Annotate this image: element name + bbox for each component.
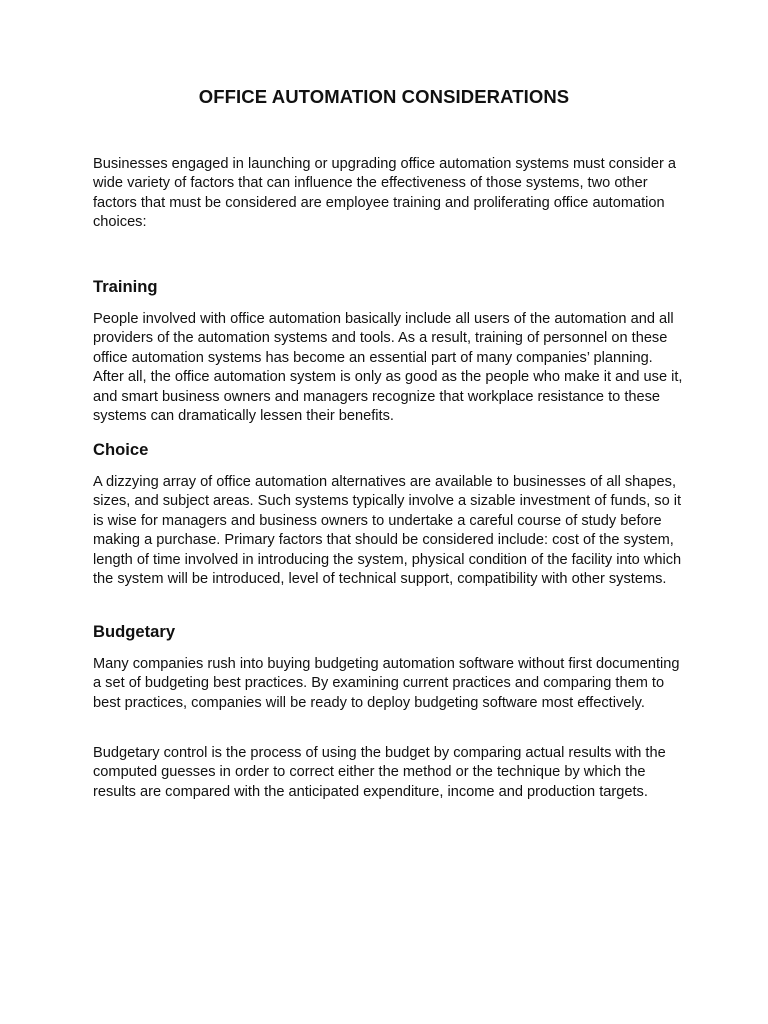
intro-paragraph: Businesses engaged in launching or upgrading office automation systems must consider a wide variety of factors that can influence the effectiveness of those systems, two other factors that must be considered are employee training and proliferating office automation choices: — [93, 156, 677, 231]
training-paragraph: People involved with office automation basically include all users of the automation and all providers of the automation systems and tools. As a result, training of personnel on these office automation systems has become an essential part of many companies’ planning. After all, the office automation system is only as good as the people who make it and use it, and smart business owners and managers recognize that workplace resistance to these systems can dramatically lessen their benefits. — [93, 311, 683, 425]
choice-paragraph: A dizzying array of office automation alternatives are available to businesses of all shapes, sizes, and subject areas. Such systems typically involve a sizable investment of funds, so it is wise for managers and business owners to undertake a careful course of study before making a purchase. Primary factors that should be considered include: cost of the system, length of time involved in introducing the system, physical condition of the facility into which the system will be introduced, level of technical support, compatibility with other systems. — [93, 474, 682, 588]
document-title: OFFICE AUTOMATION CONSIDERATIONS — [198, 86, 570, 107]
choice-heading: Choice — [93, 440, 149, 459]
budgetary-heading: Budgetary — [93, 622, 176, 641]
budgetary-paragraph-1: Many companies rush into buying budgeting automation software without first documenting a set of budgeting best practices. By examining current practices and comparing them to best practices, companies will be ready to deploy budgeting software most effectively. — [93, 656, 680, 711]
training-heading: Training — [93, 277, 158, 296]
budgetary-paragraph-2: Budgetary control is the process of using the budget by comparing actual results with the computed guesses in order to correct either the method or the technique by which the results are compared with the anticipated expenditure, income and production targets. — [93, 745, 666, 800]
